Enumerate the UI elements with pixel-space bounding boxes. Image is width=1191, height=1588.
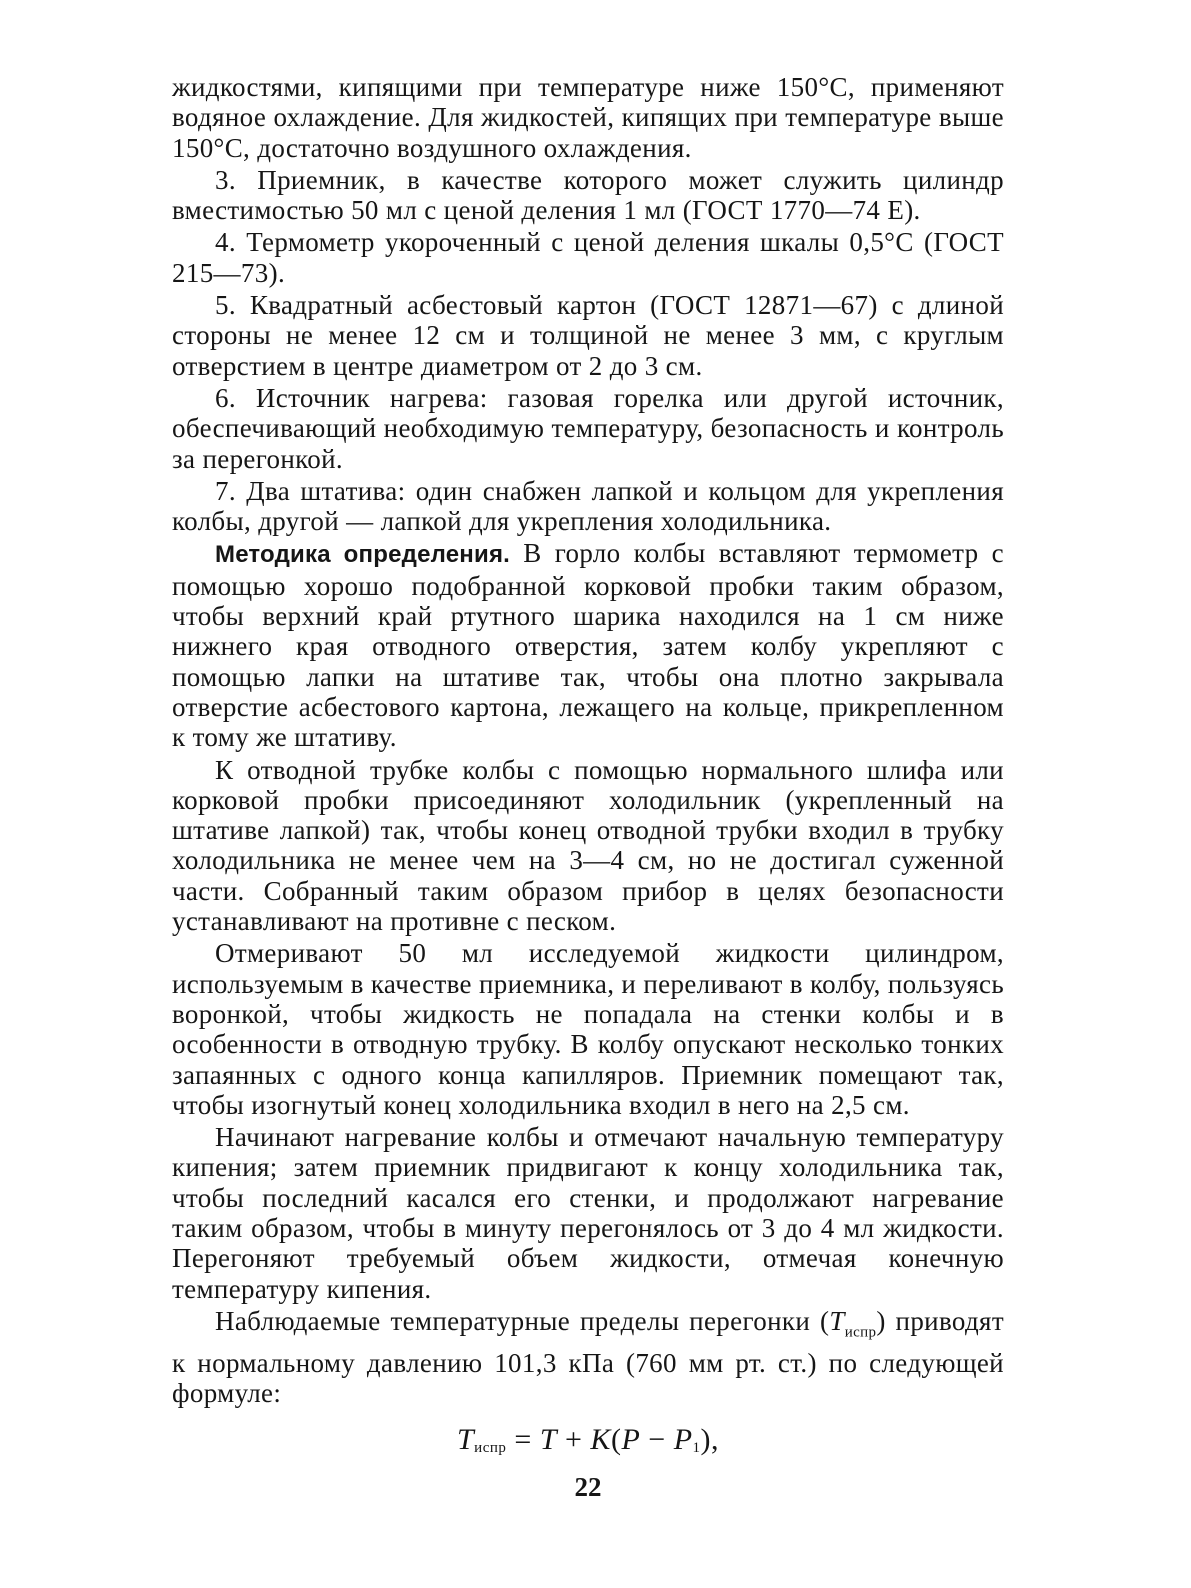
paragraph-heating: Начинают нагревание колбы и отмечают начальную температуру кипения; затем приемник придвигают к концу холодильника так, чтобы последний касался его стенки, и продолжают нагревание таким образом, чтобы в минуту перегонялось от 3 до 4 мл жидкости. Перегоняют требуемый объем жидкости, отмечая конечную температуру кипения. [172,1122,1004,1304]
correction-text-start: Наблюдаемые температурные пределы перегонки ( [215,1305,830,1336]
list-item-asbestos-board: 5. Квадратный асбестовый картон (ГОСТ 12871—67) с длиной стороны не менее 12 см и толщиной не менее 3 мм, с круглым отверстием в центре диаметром от 2 до 3 см. [172,290,1004,381]
correction-text-end: ) приводят к нормальному давлению 101,3 кПа (760 мм рт. ст.) по следующей формуле: [172,1305,1004,1408]
paragraph-correction [172,1306,1004,1408]
formula-equals: = [506,1423,540,1456]
paragraph-method [172,538,1004,752]
page-number: 22 [574,1472,602,1502]
formula-lhs-variable: T [456,1423,475,1456]
paragraph-measuring: Отмеривают 50 мл исследуемой жидкости цилиндром, используемым в качестве приемника, и переливают в колбу, пользуясь воронкой, чтобы жидкость не попадала на стенки колбы и в особенности в отводную трубку. В колбу опускают несколько тонких запаянных с одного конца капилляров. Приемник помещают так, чтобы изогнутый конец холодильника входил в него на 2,5 см. [172,938,1004,1120]
method-heading: Методика определения. [215,541,511,569]
formula-t: T [539,1423,557,1456]
correction-variable: T [829,1305,845,1336]
formula-lhs-subscript: испр [474,1440,507,1456]
list-item-thermometer: 4. Термометр укороченный с ценой деления шкалы 0,5°С (ГОСТ 215—73). [172,227,1004,288]
formula-minus: − [640,1423,674,1456]
paragraph-condenser: К отводной трубке колбы с помощью нормального шлифа или корковой пробки присоединяют холодильник (укрепленный на штативе лапкой) так, чтобы конец отводной трубки входил в трубку холодильника не менее чем на 3—4 см, но не достигал суженной части. Собранный таким образом прибор в целях безопасности устанавливают на противне с песком. [172,754,1004,937]
formula-p1-subscript: 1 [692,1440,701,1456]
correction-variable-subscript: испр [844,1324,877,1341]
formula-open-paren: ( [610,1423,622,1456]
formula-p1: P [673,1423,693,1456]
list-item-receiver: 3. Приемник, в качестве которого может служить цилиндр вместимостью 50 мл с ценой деления 1 мл (ГОСТ 1770—74 Е). [172,164,1004,226]
paragraph-cooling-continuation: жидкостями, кипящими при температуре ниже 150°С, применяют водяное охлаждение. Для жидкостей, кипящих при температуре выше 150°С, достаточно воздушного охлаждения. [172,72,1004,163]
list-item-heat-source: 6. Источник нагрева: газовая горелка или другой источник, обеспечивающий необходимую температуру, безопасность и контроль за перегонкой. [172,382,1004,474]
formula-p: P [621,1423,641,1456]
method-text: В горло колбы вставляют термометр с помощью хорошо подобранной корковой пробки таким образом, чтобы верхний край ртутного шарика находился на 1 см ниже нижнего края отводного отверстия, затем колбу укрепляют с помощью лапки на штативе так, чтобы она плотно закрывала отверстие асбестового картона, лежащего на кольце, прикрепленном к тому же штативу. [172,538,1004,753]
formula-k: K [590,1423,611,1456]
document-page [172,72,1004,1502]
list-item-stands: 7. Два штатива: один снабжен лапкой и кольцом для укрепления колбы, другой — лапкой для укрепления холодильника. [172,475,1004,537]
formula-close: ), [700,1423,720,1456]
correction-formula [172,1423,1004,1457]
formula-plus: + [557,1423,591,1456]
